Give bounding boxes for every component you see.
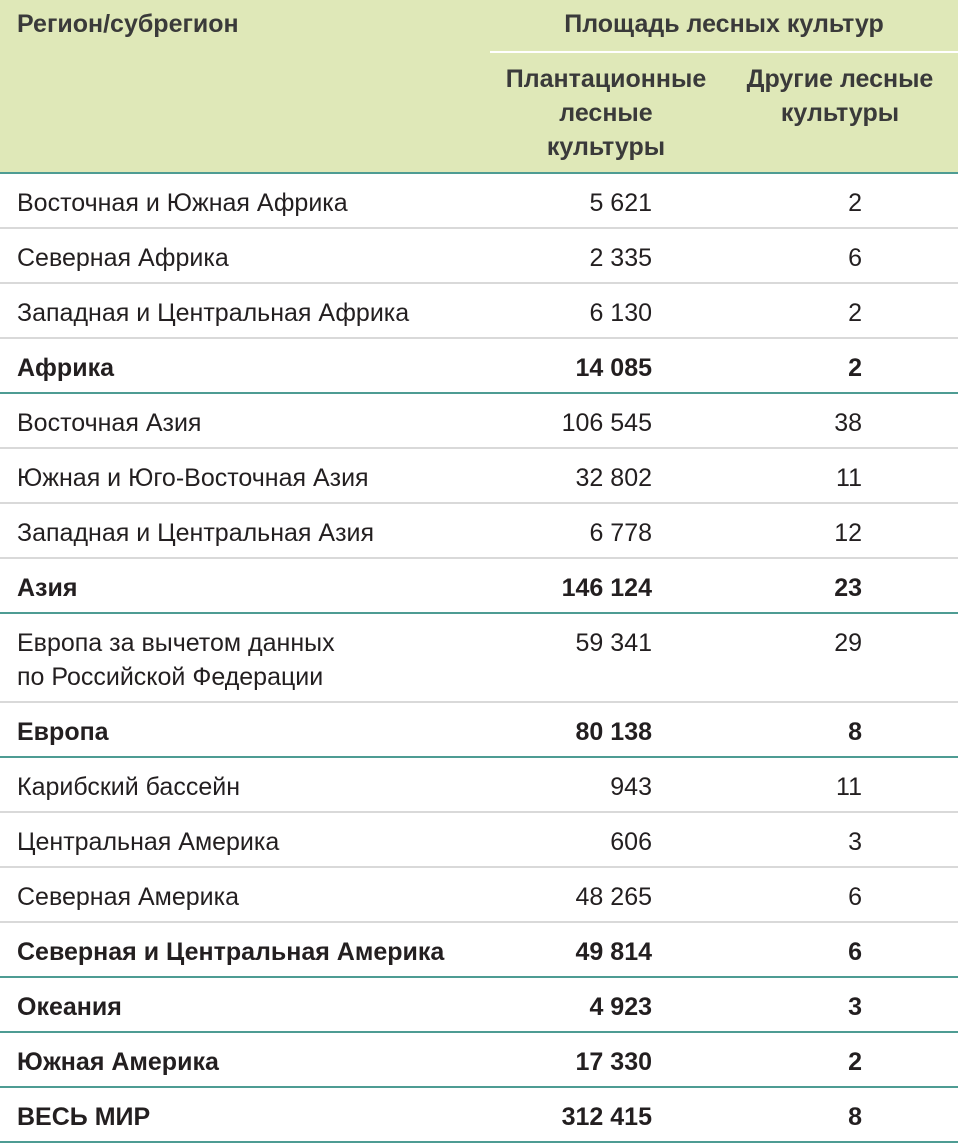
row-region-name: Южная Америка [17, 1048, 219, 1076]
row-plantation-value: 606 [610, 828, 652, 856]
row-plantation-value: 49 814 [575, 938, 652, 966]
row-region-name: Европа за вычетом данных по Российской Федерации [17, 629, 335, 691]
row-plantation-value: 2 335 [589, 244, 652, 272]
row-plantation-value: 48 265 [575, 883, 652, 911]
table-row [0, 758, 958, 813]
row-region-name: Восточная и Южная Африка [17, 189, 348, 217]
table-row [0, 813, 958, 868]
table-body [0, 174, 958, 1143]
row-plantation-value: 146 124 [561, 574, 652, 602]
row-region-name: Северная и Центральная Америка [17, 938, 445, 966]
row-plantation-value: 14 085 [575, 354, 652, 382]
row-region-name: Африка [17, 354, 114, 382]
row-region-name: Европа [17, 718, 109, 746]
row-region-name: Западная и Центральная Азия [17, 519, 375, 547]
header-region: Регион/субрегион [17, 10, 239, 38]
row-plantation-value: 32 802 [575, 464, 652, 492]
row-other-value: 6 [848, 244, 862, 272]
row-other-value: 3 [848, 993, 862, 1021]
row-other-value: 2 [848, 299, 862, 327]
row-other-value: 38 [834, 409, 862, 437]
row-plantation-value: 6 778 [589, 519, 652, 547]
table-row [0, 504, 958, 559]
table-row [0, 174, 958, 229]
row-region-name: Азия [17, 574, 78, 602]
table-row-total [0, 559, 958, 614]
row-other-value: 6 [848, 883, 862, 911]
table-row [0, 284, 958, 339]
row-region-name: Северная Америка [17, 883, 239, 911]
row-region-name: Западная и Центральная Африка [17, 299, 410, 327]
row-region-name: Карибский бассейн [17, 773, 241, 801]
row-other-value: 29 [834, 629, 862, 657]
row-other-value: 2 [848, 1048, 862, 1076]
row-plantation-value: 59 341 [575, 629, 652, 657]
row-region-name: Центральная Америка [17, 828, 280, 856]
row-plantation-value: 5 621 [589, 189, 652, 217]
row-plantation-value: 17 330 [575, 1048, 652, 1076]
table-row-total [0, 339, 958, 394]
table-row [0, 868, 958, 923]
row-other-value: 2 [848, 354, 862, 382]
row-other-value: 8 [848, 718, 862, 746]
table-row-total [0, 923, 958, 978]
table-row-total [0, 1033, 958, 1088]
row-region-name: Восточная Азия [17, 409, 202, 437]
table-row-total [0, 978, 958, 1033]
row-other-value: 11 [836, 773, 862, 801]
row-other-value: 6 [848, 938, 862, 966]
row-other-value: 3 [848, 828, 862, 856]
row-plantation-value: 106 545 [561, 409, 652, 437]
row-other-value: 8 [848, 1103, 862, 1131]
row-other-value: 2 [848, 189, 862, 217]
row-region-name: Южная и Юго-Восточная Азия [17, 464, 369, 492]
header-col-other: Другие лесные культуры [746, 65, 934, 127]
header-divider [490, 51, 958, 53]
table-row [0, 614, 958, 703]
header-col-plantation: Плантационные лесные культуры [505, 65, 707, 161]
table-row [0, 229, 958, 284]
table-row-total [0, 1088, 958, 1143]
row-plantation-value: 6 130 [589, 299, 652, 327]
row-plantation-value: 4 923 [589, 993, 652, 1021]
row-region-name: Океания [17, 993, 122, 1021]
row-region-name: ВЕСЬ МИР [17, 1103, 151, 1131]
table-row [0, 394, 958, 449]
table-row [0, 449, 958, 504]
row-plantation-value: 80 138 [575, 718, 652, 746]
row-other-value: 12 [834, 519, 862, 547]
table-row-total [0, 703, 958, 758]
table-header [0, 0, 958, 174]
header-group: Площадь лесных культур [564, 10, 884, 38]
row-other-value: 11 [836, 464, 862, 492]
row-other-value: 23 [834, 574, 862, 602]
row-region-name: Северная Африка [17, 244, 229, 272]
row-plantation-value: 943 [610, 773, 652, 801]
row-plantation-value: 312 415 [561, 1103, 652, 1131]
